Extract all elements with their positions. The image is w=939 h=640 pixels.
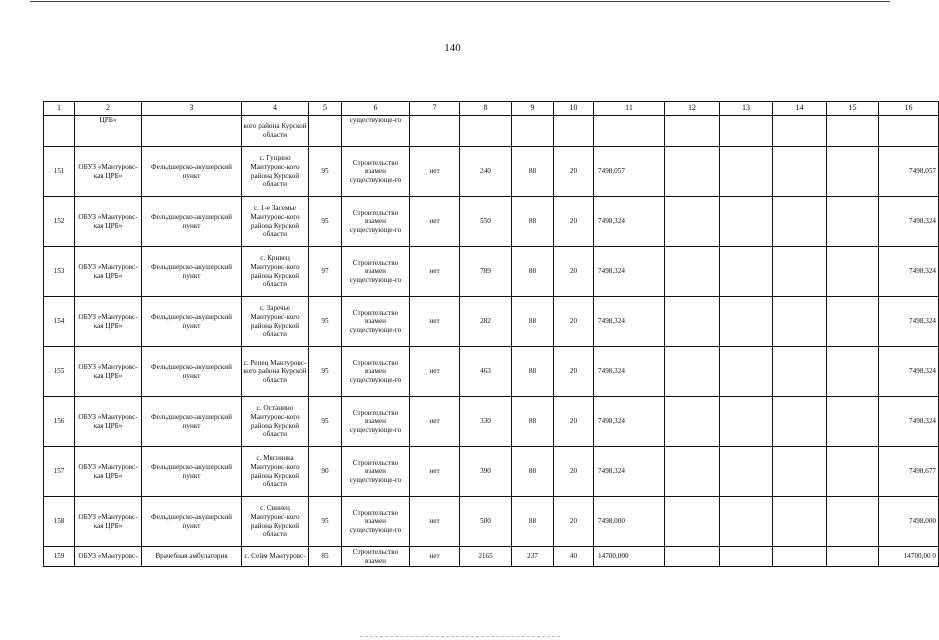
cell-c4: кого района Курской области	[242, 116, 309, 147]
cell-c13	[720, 116, 773, 147]
cell-c16	[879, 116, 939, 147]
cell-value-c13	[720, 347, 773, 397]
cell-value-c8: 463	[460, 347, 512, 397]
cell-value-c16: 7498,324	[879, 297, 939, 347]
cell-location: с. Репец Мантуровс-кого района Курской области	[242, 347, 309, 397]
cell-value-c7: нет	[410, 447, 460, 497]
cell-value-c13	[720, 547, 773, 567]
cell-organization: ОБУЗ «Мантуровс-кая ЦРБ»	[75, 397, 142, 447]
cell-c8	[460, 116, 512, 147]
cell-work-type: Строительство взамен существующе-го	[342, 247, 410, 297]
cell-row-number: 159	[44, 547, 75, 567]
cell-value-c12	[665, 547, 720, 567]
column-header-15: 15	[827, 102, 879, 116]
cell-value-c12	[665, 297, 720, 347]
cell-value-c10: 20	[554, 397, 594, 447]
cell-value-c7: нет	[410, 347, 460, 397]
cell-value-c15	[827, 297, 879, 347]
table-body	[44, 116, 939, 567]
cell-facility-type: Фельдшерско-акушерский пункт	[142, 247, 242, 297]
cell-value-c7: нет	[410, 247, 460, 297]
table-row	[44, 347, 939, 397]
table-row	[44, 547, 939, 567]
cell-location: с. Сейм Мантуровс-	[242, 547, 309, 567]
cell-location: с. Свинец Мантуровс-кого района Курской области	[242, 497, 309, 547]
cell-value-c14	[773, 547, 827, 567]
cell-value-c8: 390	[460, 447, 512, 497]
header-row	[44, 102, 939, 116]
cell-c6: существующе-го	[342, 116, 410, 147]
cell-value-c15	[827, 497, 879, 547]
cell-value-c13	[720, 147, 773, 197]
cell-facility-type: Фельдшерско-акушерский пункт	[142, 447, 242, 497]
cell-value-c13	[720, 247, 773, 297]
cell-value-c8: 330	[460, 397, 512, 447]
cell-value-c11: 7498,324	[594, 447, 665, 497]
cell-value-c14	[773, 297, 827, 347]
cell-location: с. Кривец Мантуровс-кого района Курской области	[242, 247, 309, 297]
cell-value-c10: 40	[554, 547, 594, 567]
table-row	[44, 147, 939, 197]
cell-facility-type: Фельдшерско-акушерский пункт	[142, 347, 242, 397]
cell-value-c5: 95	[309, 147, 342, 197]
cell-organization: ОБУЗ «Мантуровс-кая ЦРБ»	[75, 297, 142, 347]
data-table	[43, 101, 939, 567]
top-rule	[30, 1, 890, 2]
cell-value-c8: 240	[460, 147, 512, 197]
cell-organization: ОБУЗ «Мантуровс-кая ЦРБ»	[75, 247, 142, 297]
cell-value-c16: 7498,057	[879, 147, 939, 197]
column-header-13: 13	[720, 102, 773, 116]
cell-facility-type: Врачебная амбулатория	[142, 547, 242, 567]
cell-value-c5: 95	[309, 497, 342, 547]
cell-value-c10: 20	[554, 247, 594, 297]
cell-value-c9: 88	[512, 397, 554, 447]
cell-organization: ОБУЗ «Мантуровс-	[75, 547, 142, 567]
cell-value-c12	[665, 197, 720, 247]
cell-value-c11: 7498,057	[594, 147, 665, 197]
cell-value-c10: 20	[554, 297, 594, 347]
cell-value-c8: 789	[460, 247, 512, 297]
cell-value-c16: 14700,00 0	[879, 547, 939, 567]
column-header-4: 4	[242, 102, 309, 116]
cell-value-c11: 7498,000	[594, 497, 665, 547]
cell-value-c7: нет	[410, 147, 460, 197]
cell-value-c14	[773, 247, 827, 297]
cell-value-c13	[720, 297, 773, 347]
cell-row-number: 158	[44, 497, 75, 547]
cell-value-c14	[773, 347, 827, 397]
cell-value-c5: 97	[309, 247, 342, 297]
cell-work-type: Строительство взамен существующе-го	[342, 497, 410, 547]
cell-value-c14	[773, 147, 827, 197]
cell-value-c14	[773, 197, 827, 247]
cell-c10	[554, 116, 594, 147]
cell-value-c5: 95	[309, 297, 342, 347]
cell-value-c10: 20	[554, 447, 594, 497]
column-header-11: 11	[594, 102, 665, 116]
cell-value-c16: 7498,677	[879, 447, 939, 497]
cell-value-c9: 88	[512, 197, 554, 247]
cell-value-c15	[827, 147, 879, 197]
cell-c7	[410, 116, 460, 147]
cell-value-c14	[773, 447, 827, 497]
cell-c11	[594, 116, 665, 147]
cell-row-number: 155	[44, 347, 75, 397]
cell-value-c15	[827, 397, 879, 447]
cell-value-c5: 95	[309, 397, 342, 447]
cell-location: с. Гущино Мантуровс-кого района Курской области	[242, 147, 309, 197]
column-header-6: 6	[342, 102, 410, 116]
cell-c1	[44, 116, 75, 147]
cell-value-c11: 7498,324	[594, 247, 665, 297]
cell-work-type: Строительство взамен существующе-го	[342, 197, 410, 247]
cell-row-number: 151	[44, 147, 75, 197]
cell-value-c10: 20	[554, 147, 594, 197]
cell-value-c7: нет	[410, 397, 460, 447]
column-header-3: 3	[142, 102, 242, 116]
cell-organization: ОБУЗ «Мантуровс-кая ЦРБ»	[75, 347, 142, 397]
cell-work-type: Строительство взамен существующе-го	[342, 347, 410, 397]
column-header-1: 1	[44, 102, 75, 116]
cell-c9	[512, 116, 554, 147]
table-row	[44, 447, 939, 497]
cell-location: с. Заречье Мантуровс-кого района Курской области	[242, 297, 309, 347]
cell-c12	[665, 116, 720, 147]
table-row	[44, 397, 939, 447]
table-header	[44, 102, 939, 116]
cell-value-c10: 20	[554, 347, 594, 397]
cell-work-type: Строительство взамен существующе-го	[342, 447, 410, 497]
cell-facility-type: Фельдшерско-акушерский пункт	[142, 297, 242, 347]
cell-value-c8: 282	[460, 297, 512, 347]
column-header-9: 9	[512, 102, 554, 116]
page-number: 140	[444, 42, 461, 54]
cell-value-c16: 7498,324	[879, 197, 939, 247]
bottom-rule	[360, 636, 560, 637]
column-header-5: 5	[309, 102, 342, 116]
cell-organization: ОБУЗ «Мантуровс-кая ЦРБ»	[75, 147, 142, 197]
cell-value-c9: 88	[512, 497, 554, 547]
cell-value-c8: 2165	[460, 547, 512, 567]
cell-location: с. Мяснянка Мантуровс-кого района Курской области	[242, 447, 309, 497]
cell-value-c13	[720, 397, 773, 447]
cell-row-number: 157	[44, 447, 75, 497]
cell-organization: ОБУЗ «Мантуровс-кая ЦРБ»	[75, 497, 142, 547]
cell-value-c8: 550	[460, 197, 512, 247]
column-header-7: 7	[410, 102, 460, 116]
cell-value-c13	[720, 447, 773, 497]
cell-value-c7: нет	[410, 547, 460, 567]
cell-c15	[827, 116, 879, 147]
cell-value-c12	[665, 447, 720, 497]
cell-value-c12	[665, 497, 720, 547]
cell-value-c15	[827, 197, 879, 247]
cell-value-c11: 14700,000	[594, 547, 665, 567]
cell-value-c7: нет	[410, 197, 460, 247]
cell-c3	[142, 116, 242, 147]
cell-value-c12	[665, 347, 720, 397]
cell-location: с. Останино Мантуровс-кого района Курской области	[242, 397, 309, 447]
cell-value-c5: 95	[309, 197, 342, 247]
cell-value-c12	[665, 247, 720, 297]
cell-c5	[309, 116, 342, 147]
table-row	[44, 497, 939, 547]
cell-value-c7: нет	[410, 297, 460, 347]
cell-facility-type: Фельдшерско-акушерский пункт	[142, 397, 242, 447]
cell-value-c11: 7498,324	[594, 197, 665, 247]
cell-c14	[773, 116, 827, 147]
cell-work-type: Строительство взамен существующе-го	[342, 397, 410, 447]
cell-value-c16: 7498,324	[879, 347, 939, 397]
cell-value-c14	[773, 397, 827, 447]
cell-work-type: Строительство взамен	[342, 547, 410, 567]
cell-c2: ЦРБ»	[75, 116, 142, 147]
table-row	[44, 247, 939, 297]
cell-value-c9: 88	[512, 447, 554, 497]
cell-organization: ОБУЗ «Мантуровс-кая ЦРБ»	[75, 197, 142, 247]
cell-row-number: 153	[44, 247, 75, 297]
cell-value-c16: 7498,324	[879, 247, 939, 297]
cell-value-c15	[827, 247, 879, 297]
table-row	[44, 297, 939, 347]
column-header-16: 16	[879, 102, 939, 116]
cell-row-number: 156	[44, 397, 75, 447]
cell-location: с. 1-е Засемье Мантуровс-кого района Курской области	[242, 197, 309, 247]
cell-value-c12	[665, 147, 720, 197]
cell-value-c13	[720, 197, 773, 247]
cell-value-c9: 88	[512, 147, 554, 197]
column-header-10: 10	[554, 102, 594, 116]
cell-value-c9: 88	[512, 297, 554, 347]
cell-value-c15	[827, 547, 879, 567]
column-header-2: 2	[75, 102, 142, 116]
cell-value-c11: 7498,324	[594, 347, 665, 397]
cell-value-c11: 7498,324	[594, 397, 665, 447]
cell-organization: ОБУЗ «Мантуровс-кая ЦРБ»	[75, 447, 142, 497]
continuation-row	[44, 116, 939, 147]
cell-value-c10: 20	[554, 497, 594, 547]
cell-value-c15	[827, 347, 879, 397]
cell-row-number: 154	[44, 297, 75, 347]
cell-value-c5: 90	[309, 447, 342, 497]
cell-facility-type: Фельдшерско-акушерский пункт	[142, 147, 242, 197]
cell-work-type: Строительство взамен существующе-го	[342, 297, 410, 347]
cell-value-c8: 500	[460, 497, 512, 547]
cell-value-c15	[827, 447, 879, 497]
cell-value-c5: 95	[309, 347, 342, 397]
cell-value-c7: нет	[410, 497, 460, 547]
cell-value-c9: 88	[512, 247, 554, 297]
cell-value-c13	[720, 497, 773, 547]
cell-value-c5: 85	[309, 547, 342, 567]
cell-facility-type: Фельдшерско-акушерский пункт	[142, 497, 242, 547]
cell-value-c12	[665, 397, 720, 447]
table-row	[44, 197, 939, 247]
cell-value-c14	[773, 497, 827, 547]
cell-facility-type: Фельдшерско-акушерский пункт	[142, 197, 242, 247]
cell-value-c9: 88	[512, 347, 554, 397]
cell-work-type: Строительство взамен существующе-го	[342, 147, 410, 197]
cell-value-c11: 7498,324	[594, 297, 665, 347]
cell-value-c16: 7498,324	[879, 397, 939, 447]
column-header-8: 8	[460, 102, 512, 116]
cell-value-c16: 7498,000	[879, 497, 939, 547]
column-header-14: 14	[773, 102, 827, 116]
cell-value-c9: 237	[512, 547, 554, 567]
cell-row-number: 152	[44, 197, 75, 247]
column-header-12: 12	[665, 102, 720, 116]
cell-value-c10: 20	[554, 197, 594, 247]
